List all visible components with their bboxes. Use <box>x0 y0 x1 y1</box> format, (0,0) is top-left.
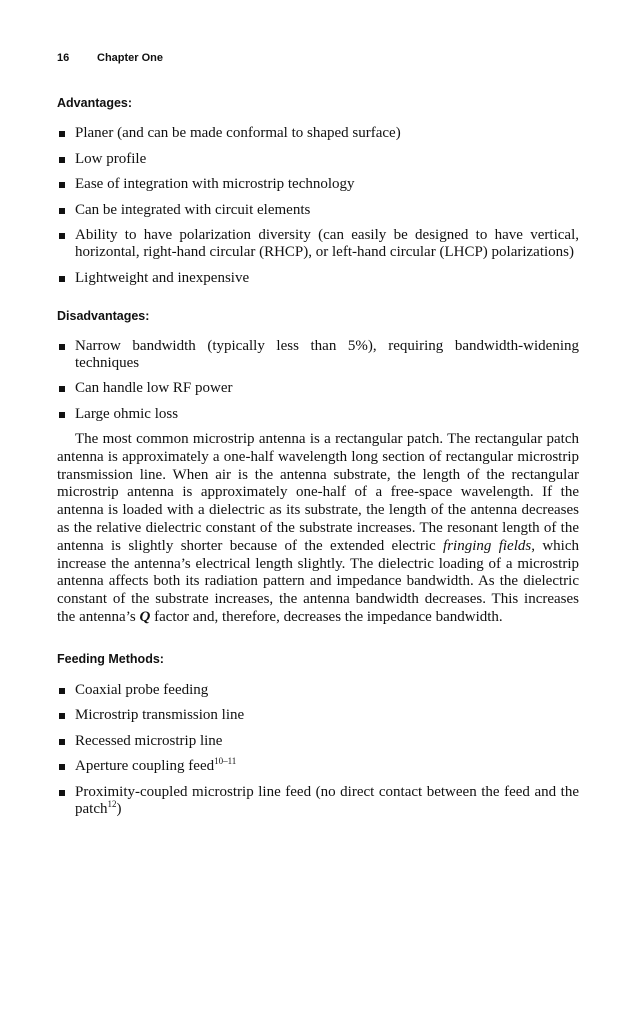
list-item-text-end: ) <box>116 800 122 817</box>
reference-superscript: 12 <box>107 798 117 809</box>
list-item: Narrow bandwidth (typically less than 5%), requiring bandwidth-widening techniques <box>57 338 579 372</box>
list-item-text: Aperture coupling feed <box>75 758 215 775</box>
document-page <box>57 52 579 826</box>
chapter-title: Chapter One <box>97 52 164 64</box>
advantages-list <box>57 125 579 287</box>
list-item: Ability to have polarization diversity (can easily be designed to have vertical, horizontal, right-hand circular (RHCP), or left-hand circular (LHCP) polarizations) <box>57 227 579 261</box>
list-item: Can be integrated with circuit elements <box>57 202 579 219</box>
paragraph-text-2: , which increase the antenna’s electrical length slightly. The dielectric loading of a microstrip antenna affects both its radiation pattern and impedance bandwidth. As the dielectric constant of the substrate increases, the antenna bandwidth decreases. This increases the antenna’s <box>57 537 579 625</box>
list-item-text: Proximity-coupled microstrip line feed (no direct contact between the feed and the patch <box>75 783 579 817</box>
feeding-methods-list <box>57 682 579 818</box>
paragraph-text-3: factor and, therefore, decreases the impedance bandwidth. <box>150 608 503 625</box>
body-paragraph <box>57 431 579 627</box>
list-item: Can handle low RF power <box>57 380 579 397</box>
paragraph-text-1: The most common microstrip antenna is a rectangular patch. The rectangular patch antenna is approximately a one-half wavelength long section of rectangular microstrip transmission line. When air is the antenna substrate, the length of the rectangular microstrip antenna is approximately one-half of a free-space wavelength. If the antenna is loaded with a dielectric as its substrate, the length of the antenna decreases as the relative dielectric constant of the substrate increases. The resonant length of the antenna is slightly shorter because of the extended electric <box>57 431 579 554</box>
list-item <box>57 758 579 775</box>
running-head <box>57 52 579 72</box>
disadvantages-list <box>57 338 579 423</box>
page-number: 16 <box>57 52 70 64</box>
list-item: Microstrip transmission line <box>57 707 579 724</box>
list-item: Large ohmic loss <box>57 406 579 423</box>
list-item: Recessed microstrip line <box>57 733 579 750</box>
list-item: Coaxial probe feeding <box>57 682 579 699</box>
q-symbol: Q <box>139 608 151 625</box>
fringing-fields-emphasis: fringing fields <box>443 537 532 554</box>
feeding-methods-heading: Feeding Methods: <box>57 651 164 666</box>
list-item <box>57 784 579 818</box>
list-item: Lightweight and inexpensive <box>57 270 579 287</box>
list-item: Planer (and can be made conformal to shaped surface) <box>57 125 579 142</box>
list-item: Ease of integration with microstrip technology <box>57 176 579 193</box>
advantages-heading: Advantages: <box>57 96 133 110</box>
reference-superscript: 10–11 <box>214 756 237 767</box>
list-item: Low profile <box>57 151 579 168</box>
disadvantages-heading: Disadvantages: <box>57 308 150 323</box>
